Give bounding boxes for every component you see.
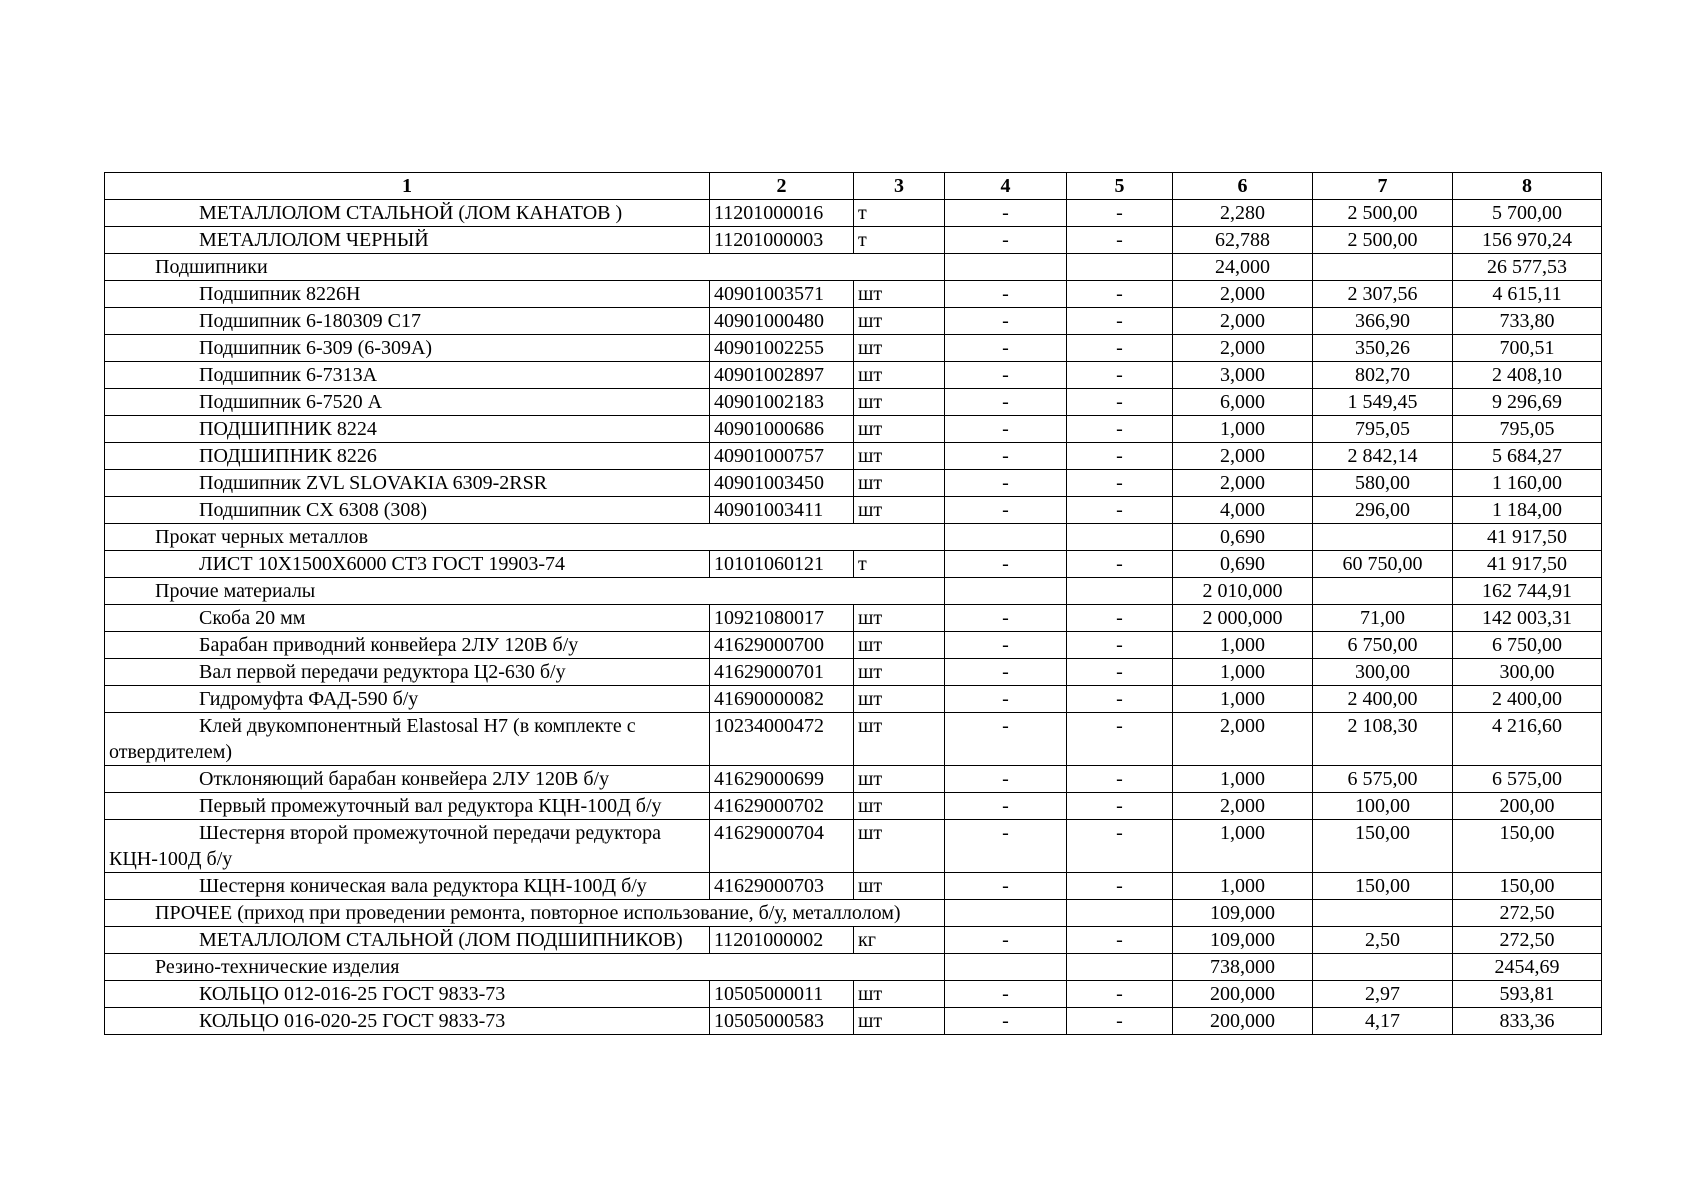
column-4-value: - bbox=[945, 605, 1067, 632]
item-quantity: 1,000 bbox=[1173, 766, 1313, 793]
column-header: 2 bbox=[710, 173, 854, 200]
group-row bbox=[105, 254, 1602, 281]
item-row bbox=[105, 551, 1602, 578]
item-row bbox=[105, 362, 1602, 389]
column-header: 5 bbox=[1067, 173, 1173, 200]
column-4-value: - bbox=[945, 659, 1067, 686]
item-code: 11201000002 bbox=[710, 927, 854, 954]
item-unit: шт bbox=[854, 873, 945, 900]
column-5-value: - bbox=[1067, 927, 1173, 954]
empty-cell bbox=[1067, 900, 1173, 927]
column-5-value: - bbox=[1067, 632, 1173, 659]
item-price: 366,90 bbox=[1313, 308, 1453, 335]
item-code: 41629000699 bbox=[710, 766, 854, 793]
column-4-value: - bbox=[945, 443, 1067, 470]
item-quantity: 1,000 bbox=[1173, 820, 1313, 873]
empty-cell bbox=[1067, 524, 1173, 551]
item-sum: 4 216,60 bbox=[1453, 713, 1602, 766]
empty-cell bbox=[945, 954, 1067, 981]
item-sum: 41 917,50 bbox=[1453, 551, 1602, 578]
item-sum: 2 408,10 bbox=[1453, 362, 1602, 389]
item-quantity: 3,000 bbox=[1173, 362, 1313, 389]
group-row bbox=[105, 900, 1602, 927]
group-name: ПРОЧЕЕ (приход при проведении ремонта, повторное использование, б/у, металлолом) bbox=[105, 900, 945, 927]
column-4-value: - bbox=[945, 766, 1067, 793]
item-price: 2 500,00 bbox=[1313, 200, 1453, 227]
item-row bbox=[105, 281, 1602, 308]
item-sum: 1 160,00 bbox=[1453, 470, 1602, 497]
group-quantity: 109,000 bbox=[1173, 900, 1313, 927]
item-price: 296,00 bbox=[1313, 497, 1453, 524]
materials-table bbox=[104, 172, 1602, 1035]
item-unit: т bbox=[854, 227, 945, 254]
item-row bbox=[105, 443, 1602, 470]
column-header: 7 bbox=[1313, 173, 1453, 200]
item-quantity: 109,000 bbox=[1173, 927, 1313, 954]
column-4-value: - bbox=[945, 335, 1067, 362]
item-row bbox=[105, 927, 1602, 954]
column-5-value: - bbox=[1067, 443, 1173, 470]
item-unit: шт bbox=[854, 389, 945, 416]
empty-cell bbox=[945, 578, 1067, 605]
item-unit: шт bbox=[854, 632, 945, 659]
column-4-value: - bbox=[945, 470, 1067, 497]
item-price: 150,00 bbox=[1313, 873, 1453, 900]
item-quantity: 200,000 bbox=[1173, 1008, 1313, 1035]
item-quantity: 2,000 bbox=[1173, 470, 1313, 497]
item-row bbox=[105, 497, 1602, 524]
group-row bbox=[105, 578, 1602, 605]
item-name: ЛИСТ 10Х1500Х6000 СТ3 ГОСТ 19903-74 bbox=[105, 551, 710, 578]
item-code: 10921080017 bbox=[710, 605, 854, 632]
item-name: Подшипник 6-309 (6-309А) bbox=[105, 335, 710, 362]
item-code: 41629000701 bbox=[710, 659, 854, 686]
column-5-value: - bbox=[1067, 308, 1173, 335]
item-sum: 593,81 bbox=[1453, 981, 1602, 1008]
item-code: 41629000704 bbox=[710, 820, 854, 873]
column-4-value: - bbox=[945, 820, 1067, 873]
column-header: 1 bbox=[105, 173, 710, 200]
item-quantity: 2,000 bbox=[1173, 308, 1313, 335]
item-code: 40901000757 bbox=[710, 443, 854, 470]
column-5-value: - bbox=[1067, 281, 1173, 308]
item-unit: шт bbox=[854, 605, 945, 632]
column-4-value: - bbox=[945, 873, 1067, 900]
item-name: Подшипник CX 6308 (308) bbox=[105, 497, 710, 524]
column-header: 4 bbox=[945, 173, 1067, 200]
item-code: 40901003411 bbox=[710, 497, 854, 524]
group-quantity: 738,000 bbox=[1173, 954, 1313, 981]
item-row bbox=[105, 793, 1602, 820]
item-quantity: 2 000,000 bbox=[1173, 605, 1313, 632]
item-name: Подшипник 6-180309 С17 bbox=[105, 308, 710, 335]
empty-cell bbox=[1313, 578, 1453, 605]
column-5-value: - bbox=[1067, 820, 1173, 873]
item-unit: шт bbox=[854, 820, 945, 873]
empty-cell bbox=[1313, 954, 1453, 981]
column-5-value: - bbox=[1067, 389, 1173, 416]
item-code: 10505000583 bbox=[710, 1008, 854, 1035]
item-unit: шт bbox=[854, 497, 945, 524]
group-quantity: 24,000 bbox=[1173, 254, 1313, 281]
group-sum: 162 744,91 bbox=[1453, 578, 1602, 605]
column-header: 6 bbox=[1173, 173, 1313, 200]
column-number-header-row bbox=[105, 173, 1602, 200]
item-name: КОЛЬЦО 016-020-25 ГОСТ 9833-73 bbox=[105, 1008, 710, 1035]
item-unit: шт bbox=[854, 416, 945, 443]
column-5-value: - bbox=[1067, 686, 1173, 713]
item-price: 1 549,45 bbox=[1313, 389, 1453, 416]
item-row bbox=[105, 389, 1602, 416]
item-name: Первый промежуточный вал редуктора КЦН-100Д б/у bbox=[105, 793, 710, 820]
column-5-value: - bbox=[1067, 362, 1173, 389]
item-price: 6 575,00 bbox=[1313, 766, 1453, 793]
group-name: Прочие материалы bbox=[105, 578, 945, 605]
item-sum: 733,80 bbox=[1453, 308, 1602, 335]
item-price: 802,70 bbox=[1313, 362, 1453, 389]
item-code: 40901002255 bbox=[710, 335, 854, 362]
column-4-value: - bbox=[945, 281, 1067, 308]
item-unit: шт bbox=[854, 362, 945, 389]
item-unit: шт bbox=[854, 470, 945, 497]
item-quantity: 1,000 bbox=[1173, 873, 1313, 900]
item-sum: 5 684,27 bbox=[1453, 443, 1602, 470]
item-name: Вал первой передачи редуктора Ц2-630 б/у bbox=[105, 659, 710, 686]
item-price: 350,26 bbox=[1313, 335, 1453, 362]
item-quantity: 6,000 bbox=[1173, 389, 1313, 416]
item-code: 11201000016 bbox=[710, 200, 854, 227]
item-name: Подшипник 6-7520 А bbox=[105, 389, 710, 416]
item-code: 41690000082 bbox=[710, 686, 854, 713]
item-row bbox=[105, 659, 1602, 686]
column-4-value: - bbox=[945, 551, 1067, 578]
column-5-value: - bbox=[1067, 551, 1173, 578]
column-header: 8 bbox=[1453, 173, 1602, 200]
item-unit: шт bbox=[854, 335, 945, 362]
item-quantity: 2,000 bbox=[1173, 793, 1313, 820]
item-name: Клей двукомпонентный Elastosal H7 (в комплекте с отвердителем) bbox=[105, 713, 710, 766]
item-name: Шестерня коническая вала редуктора КЦН-100Д б/у bbox=[105, 873, 710, 900]
item-quantity: 4,000 bbox=[1173, 497, 1313, 524]
empty-cell bbox=[945, 900, 1067, 927]
empty-cell bbox=[1313, 254, 1453, 281]
column-4-value: - bbox=[945, 686, 1067, 713]
column-4-value: - bbox=[945, 416, 1067, 443]
item-code: 40901003450 bbox=[710, 470, 854, 497]
column-4-value: - bbox=[945, 981, 1067, 1008]
column-4-value: - bbox=[945, 1008, 1067, 1035]
item-price: 150,00 bbox=[1313, 820, 1453, 873]
item-unit: шт bbox=[854, 766, 945, 793]
item-name: Скоба 20 мм bbox=[105, 605, 710, 632]
item-unit: шт bbox=[854, 981, 945, 1008]
item-name: МЕТАЛЛОЛОМ СТАЛЬНОЙ (ЛОМ КАНАТОВ ) bbox=[105, 200, 710, 227]
empty-cell bbox=[1067, 954, 1173, 981]
item-name: Подшипник ZVL SLOVAKIA 6309-2RSR bbox=[105, 470, 710, 497]
item-price: 2,97 bbox=[1313, 981, 1453, 1008]
item-price: 6 750,00 bbox=[1313, 632, 1453, 659]
item-sum: 300,00 bbox=[1453, 659, 1602, 686]
column-5-value: - bbox=[1067, 873, 1173, 900]
item-name: Гидромуфта ФАД-590 б/у bbox=[105, 686, 710, 713]
item-sum: 1 184,00 bbox=[1453, 497, 1602, 524]
item-price: 2 500,00 bbox=[1313, 227, 1453, 254]
item-unit: шт bbox=[854, 443, 945, 470]
item-quantity: 2,000 bbox=[1173, 335, 1313, 362]
column-5-value: - bbox=[1067, 981, 1173, 1008]
item-name: ПОДШИПНИК 8226 bbox=[105, 443, 710, 470]
item-quantity: 2,000 bbox=[1173, 713, 1313, 766]
column-5-value: - bbox=[1067, 227, 1173, 254]
item-quantity: 2,280 bbox=[1173, 200, 1313, 227]
item-name: Шестерня второй промежуточной передачи редуктора КЦН-100Д б/у bbox=[105, 820, 710, 873]
item-price: 2 842,14 bbox=[1313, 443, 1453, 470]
item-code: 10101060121 bbox=[710, 551, 854, 578]
group-sum: 272,50 bbox=[1453, 900, 1602, 927]
item-unit: шт bbox=[854, 686, 945, 713]
item-code: 41629000702 bbox=[710, 793, 854, 820]
column-4-value: - bbox=[945, 793, 1067, 820]
empty-cell bbox=[1313, 900, 1453, 927]
item-name: Отклоняющий барабан конвейера 2ЛУ 120В б/у bbox=[105, 766, 710, 793]
item-row bbox=[105, 200, 1602, 227]
item-sum: 200,00 bbox=[1453, 793, 1602, 820]
column-4-value: - bbox=[945, 713, 1067, 766]
group-quantity: 2 010,000 bbox=[1173, 578, 1313, 605]
item-price: 2 108,30 bbox=[1313, 713, 1453, 766]
item-quantity: 1,000 bbox=[1173, 686, 1313, 713]
item-row bbox=[105, 605, 1602, 632]
column-4-value: - bbox=[945, 497, 1067, 524]
column-5-value: - bbox=[1067, 793, 1173, 820]
group-sum: 2454,69 bbox=[1453, 954, 1602, 981]
item-sum: 142 003,31 bbox=[1453, 605, 1602, 632]
item-unit: т bbox=[854, 200, 945, 227]
item-quantity: 1,000 bbox=[1173, 632, 1313, 659]
item-row bbox=[105, 632, 1602, 659]
column-5-value: - bbox=[1067, 1008, 1173, 1035]
item-unit: кг bbox=[854, 927, 945, 954]
item-unit: шт bbox=[854, 713, 945, 766]
item-price: 2,50 bbox=[1313, 927, 1453, 954]
item-row bbox=[105, 416, 1602, 443]
item-price: 580,00 bbox=[1313, 470, 1453, 497]
empty-cell bbox=[945, 254, 1067, 281]
item-quantity: 1,000 bbox=[1173, 659, 1313, 686]
item-sum: 2 400,00 bbox=[1453, 686, 1602, 713]
item-row bbox=[105, 1008, 1602, 1035]
group-sum: 26 577,53 bbox=[1453, 254, 1602, 281]
item-code: 40901003571 bbox=[710, 281, 854, 308]
item-row bbox=[105, 227, 1602, 254]
column-4-value: - bbox=[945, 308, 1067, 335]
item-price: 2 400,00 bbox=[1313, 686, 1453, 713]
item-quantity: 62,788 bbox=[1173, 227, 1313, 254]
column-header: 3 bbox=[854, 173, 945, 200]
item-row bbox=[105, 308, 1602, 335]
item-name: Подшипник 8226Н bbox=[105, 281, 710, 308]
group-row bbox=[105, 954, 1602, 981]
column-5-value: - bbox=[1067, 605, 1173, 632]
item-sum: 4 615,11 bbox=[1453, 281, 1602, 308]
item-unit: шт bbox=[854, 659, 945, 686]
item-name: Барабан приводний конвейера 2ЛУ 120В б/у bbox=[105, 632, 710, 659]
column-5-value: - bbox=[1067, 416, 1173, 443]
item-sum: 272,50 bbox=[1453, 927, 1602, 954]
item-quantity: 2,000 bbox=[1173, 443, 1313, 470]
column-5-value: - bbox=[1067, 200, 1173, 227]
column-5-value: - bbox=[1067, 713, 1173, 766]
item-sum: 795,05 bbox=[1453, 416, 1602, 443]
column-5-value: - bbox=[1067, 335, 1173, 362]
item-code: 41629000700 bbox=[710, 632, 854, 659]
item-row bbox=[105, 766, 1602, 793]
column-5-value: - bbox=[1067, 766, 1173, 793]
item-name: Подшипник 6-7313А bbox=[105, 362, 710, 389]
item-name: КОЛЬЦО 012-016-25 ГОСТ 9833-73 bbox=[105, 981, 710, 1008]
item-code: 41629000703 bbox=[710, 873, 854, 900]
group-quantity: 0,690 bbox=[1173, 524, 1313, 551]
item-row bbox=[105, 820, 1602, 873]
group-row bbox=[105, 524, 1602, 551]
item-sum: 150,00 bbox=[1453, 820, 1602, 873]
item-price: 71,00 bbox=[1313, 605, 1453, 632]
item-price: 795,05 bbox=[1313, 416, 1453, 443]
item-name: МЕТАЛЛОЛОМ ЧЕРНЫЙ bbox=[105, 227, 710, 254]
group-name: Подшипники bbox=[105, 254, 945, 281]
item-quantity: 200,000 bbox=[1173, 981, 1313, 1008]
item-code: 40901002897 bbox=[710, 362, 854, 389]
item-row bbox=[105, 470, 1602, 497]
item-sum: 833,36 bbox=[1453, 1008, 1602, 1035]
item-sum: 156 970,24 bbox=[1453, 227, 1602, 254]
item-sum: 700,51 bbox=[1453, 335, 1602, 362]
column-4-value: - bbox=[945, 632, 1067, 659]
item-sum: 6 575,00 bbox=[1453, 766, 1602, 793]
item-code: 11201000003 bbox=[710, 227, 854, 254]
group-sum: 41 917,50 bbox=[1453, 524, 1602, 551]
empty-cell bbox=[1067, 578, 1173, 605]
item-sum: 5 700,00 bbox=[1453, 200, 1602, 227]
item-name: ПОДШИПНИК 8224 bbox=[105, 416, 710, 443]
group-name: Прокат черных металлов bbox=[105, 524, 945, 551]
group-name: Резино-технические изделия bbox=[105, 954, 945, 981]
item-sum: 150,00 bbox=[1453, 873, 1602, 900]
item-row bbox=[105, 981, 1602, 1008]
column-5-value: - bbox=[1067, 470, 1173, 497]
column-5-value: - bbox=[1067, 659, 1173, 686]
table-body bbox=[105, 173, 1602, 1035]
item-price: 2 307,56 bbox=[1313, 281, 1453, 308]
item-price: 60 750,00 bbox=[1313, 551, 1453, 578]
item-unit: шт bbox=[854, 308, 945, 335]
item-code: 40901002183 bbox=[710, 389, 854, 416]
item-unit: шт bbox=[854, 793, 945, 820]
item-name: МЕТАЛЛОЛОМ СТАЛЬНОЙ (ЛОМ ПОДШИПНИКОВ) bbox=[105, 927, 710, 954]
item-price: 4,17 bbox=[1313, 1008, 1453, 1035]
item-sum: 9 296,69 bbox=[1453, 389, 1602, 416]
empty-cell bbox=[1313, 524, 1453, 551]
item-unit: шт bbox=[854, 281, 945, 308]
empty-cell bbox=[945, 524, 1067, 551]
column-4-value: - bbox=[945, 362, 1067, 389]
column-4-value: - bbox=[945, 927, 1067, 954]
item-code: 10505000011 bbox=[710, 981, 854, 1008]
empty-cell bbox=[1067, 254, 1173, 281]
item-row bbox=[105, 713, 1602, 766]
item-sum: 6 750,00 bbox=[1453, 632, 1602, 659]
item-row bbox=[105, 686, 1602, 713]
item-quantity: 1,000 bbox=[1173, 416, 1313, 443]
item-quantity: 2,000 bbox=[1173, 281, 1313, 308]
item-row bbox=[105, 335, 1602, 362]
item-unit: шт bbox=[854, 1008, 945, 1035]
item-quantity: 0,690 bbox=[1173, 551, 1313, 578]
item-unit: т bbox=[854, 551, 945, 578]
item-code: 10234000472 bbox=[710, 713, 854, 766]
item-row bbox=[105, 873, 1602, 900]
column-4-value: - bbox=[945, 200, 1067, 227]
column-5-value: - bbox=[1067, 497, 1173, 524]
column-4-value: - bbox=[945, 227, 1067, 254]
column-4-value: - bbox=[945, 389, 1067, 416]
item-code: 40901000480 bbox=[710, 308, 854, 335]
item-code: 40901000686 bbox=[710, 416, 854, 443]
item-price: 300,00 bbox=[1313, 659, 1453, 686]
item-price: 100,00 bbox=[1313, 793, 1453, 820]
